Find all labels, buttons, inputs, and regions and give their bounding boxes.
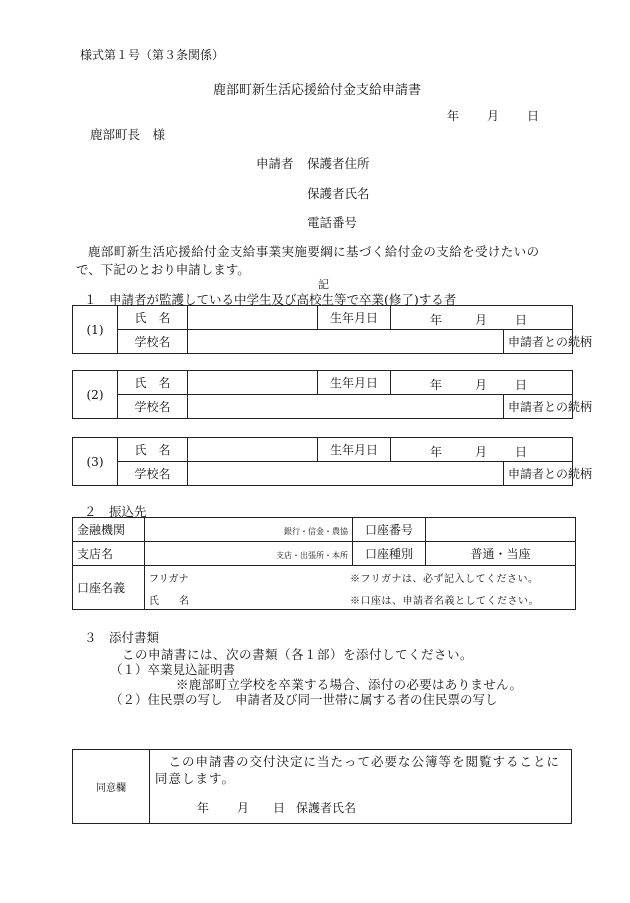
account-holder-field[interactable] [145, 566, 576, 610]
student-3-school-field[interactable] [188, 462, 504, 486]
section2-heading: ２ 振込先 [84, 504, 147, 519]
form-title: 鹿部町新生活応援給付金支給申請書 [213, 83, 422, 98]
consent-box [72, 749, 572, 824]
account-type-label: 口座種別 [353, 542, 426, 566]
bank-field[interactable] [145, 518, 353, 542]
consent-text: この申請書の交付決定に当たって必要な公簿等を閲覧することに同意します。 [155, 754, 561, 786]
account-number-field[interactable] [426, 518, 576, 542]
student-3-name-field[interactable] [188, 438, 318, 462]
consent-year-label: 年 [197, 801, 210, 815]
applicant-label: 申請者 [256, 156, 294, 171]
account-type-value[interactable]: 普通・当座 [426, 542, 576, 566]
student-1-school-label: 学校名 [118, 330, 188, 354]
date-day-label: 日 [527, 109, 540, 123]
student-3-school-label: 学校名 [118, 462, 188, 486]
student-1-school-field[interactable] [188, 330, 504, 354]
student-2-name-field[interactable] [188, 371, 318, 395]
furigana-label: フリガナ [149, 573, 189, 585]
applicant-phone-label: 電話番号 [307, 215, 358, 230]
consent-signer-label: 保護者氏名 [296, 801, 357, 815]
student-3-birth-field[interactable] [391, 438, 573, 462]
consent-month-label: 月 [237, 801, 250, 815]
bank-table [72, 517, 576, 610]
section3-heading: ３ 添付書類 [84, 630, 160, 645]
student-2-school-field[interactable] [188, 395, 504, 419]
section3-intro: この申請書には、次の書類（各１部）を添付してください。 [122, 647, 474, 662]
student-1-year-label: 年 [430, 312, 443, 327]
student-2-name-label: 氏 名 [118, 371, 188, 395]
student-2-school-label: 学校名 [118, 395, 188, 419]
student-1-name-label: 氏 名 [118, 306, 188, 330]
form-number: 様式第１号（第３条関係） [80, 48, 225, 62]
student-table-2 [72, 370, 593, 419]
student-2-month-label: 月 [475, 377, 488, 392]
section3-item-1-note: ※鹿部町立学校を卒業する場合、添付の必要はありません。 [176, 677, 523, 692]
addressee: 鹿部町長 様 [90, 127, 166, 142]
holder-name-label: 氏 名 [149, 595, 189, 607]
student-2-birth-label: 生年月日 [318, 371, 391, 395]
intro-line-1: 鹿部町新生活応援給付金支給事業実施要綱に基づく給付金の支給を受けたいの [88, 244, 540, 259]
ki-label: 記 [318, 278, 329, 291]
account-number-label: 口座番号 [353, 518, 426, 542]
consent-label: 同意欄 [73, 750, 150, 823]
branch-suffix: 支店・出張所・本所 [276, 550, 348, 560]
furigana-note: ※フリガナは、必ず記入してください。 [350, 573, 539, 585]
student-1-birth-field[interactable] [391, 306, 573, 330]
section3-item-1: （１）卒業見込証明書 [110, 662, 236, 677]
student-3-name-label: 氏 名 [118, 438, 188, 462]
intro-line-2: で、下記のとおり申請します。 [76, 262, 250, 277]
holder-name-note: ※口座は、申請者名義としてください。 [350, 595, 539, 607]
consent-day-label: 日 [273, 801, 286, 815]
student-2-number: (2) [73, 371, 118, 419]
student-3-month-label: 月 [475, 444, 488, 459]
date-year-label: 年 [447, 109, 460, 123]
student-1-day-label: 日 [515, 312, 528, 327]
bank-suffix: 銀行・信金・農協 [284, 526, 348, 536]
bank-label: 金融機関 [73, 518, 145, 542]
date-month-label: 月 [487, 109, 500, 123]
student-3-birth-label: 生年月日 [318, 438, 391, 462]
applicant-address-label: 保護者住所 [307, 156, 370, 171]
student-2-birth-field[interactable] [391, 371, 573, 395]
student-2-year-label: 年 [430, 377, 443, 392]
student-table-3 [72, 437, 593, 486]
consent-signature-field[interactable] [363, 795, 543, 813]
student-1-relation-label: 申請者との続柄 [504, 330, 573, 354]
student-1-birth-label: 生年月日 [318, 306, 391, 330]
branch-field[interactable] [145, 542, 353, 566]
student-2-day-label: 日 [515, 377, 528, 392]
applicant-name-label: 保護者氏名 [307, 186, 370, 201]
student-1-month-label: 月 [475, 312, 488, 327]
account-holder-label: 口座名義 [73, 566, 145, 610]
section3-item-2: （２）住民票の写し 申請者及び同一世帯に属する者の住民票の写し [110, 692, 498, 707]
branch-label: 支店名 [73, 542, 145, 566]
student-3-year-label: 年 [430, 444, 443, 459]
student-1-name-field[interactable] [188, 306, 318, 330]
student-table-1 [72, 305, 593, 354]
student-2-relation-label: 申請者との続柄 [504, 395, 573, 419]
student-3-relation-label: 申請者との続柄 [504, 462, 573, 486]
student-1-number: (1) [73, 306, 118, 354]
student-3-day-label: 日 [515, 444, 528, 459]
section1-heading: １ 申請者が監護している中学生及び高校生等で卒業(修了)する者 [84, 292, 457, 307]
student-3-number: (3) [73, 438, 118, 486]
